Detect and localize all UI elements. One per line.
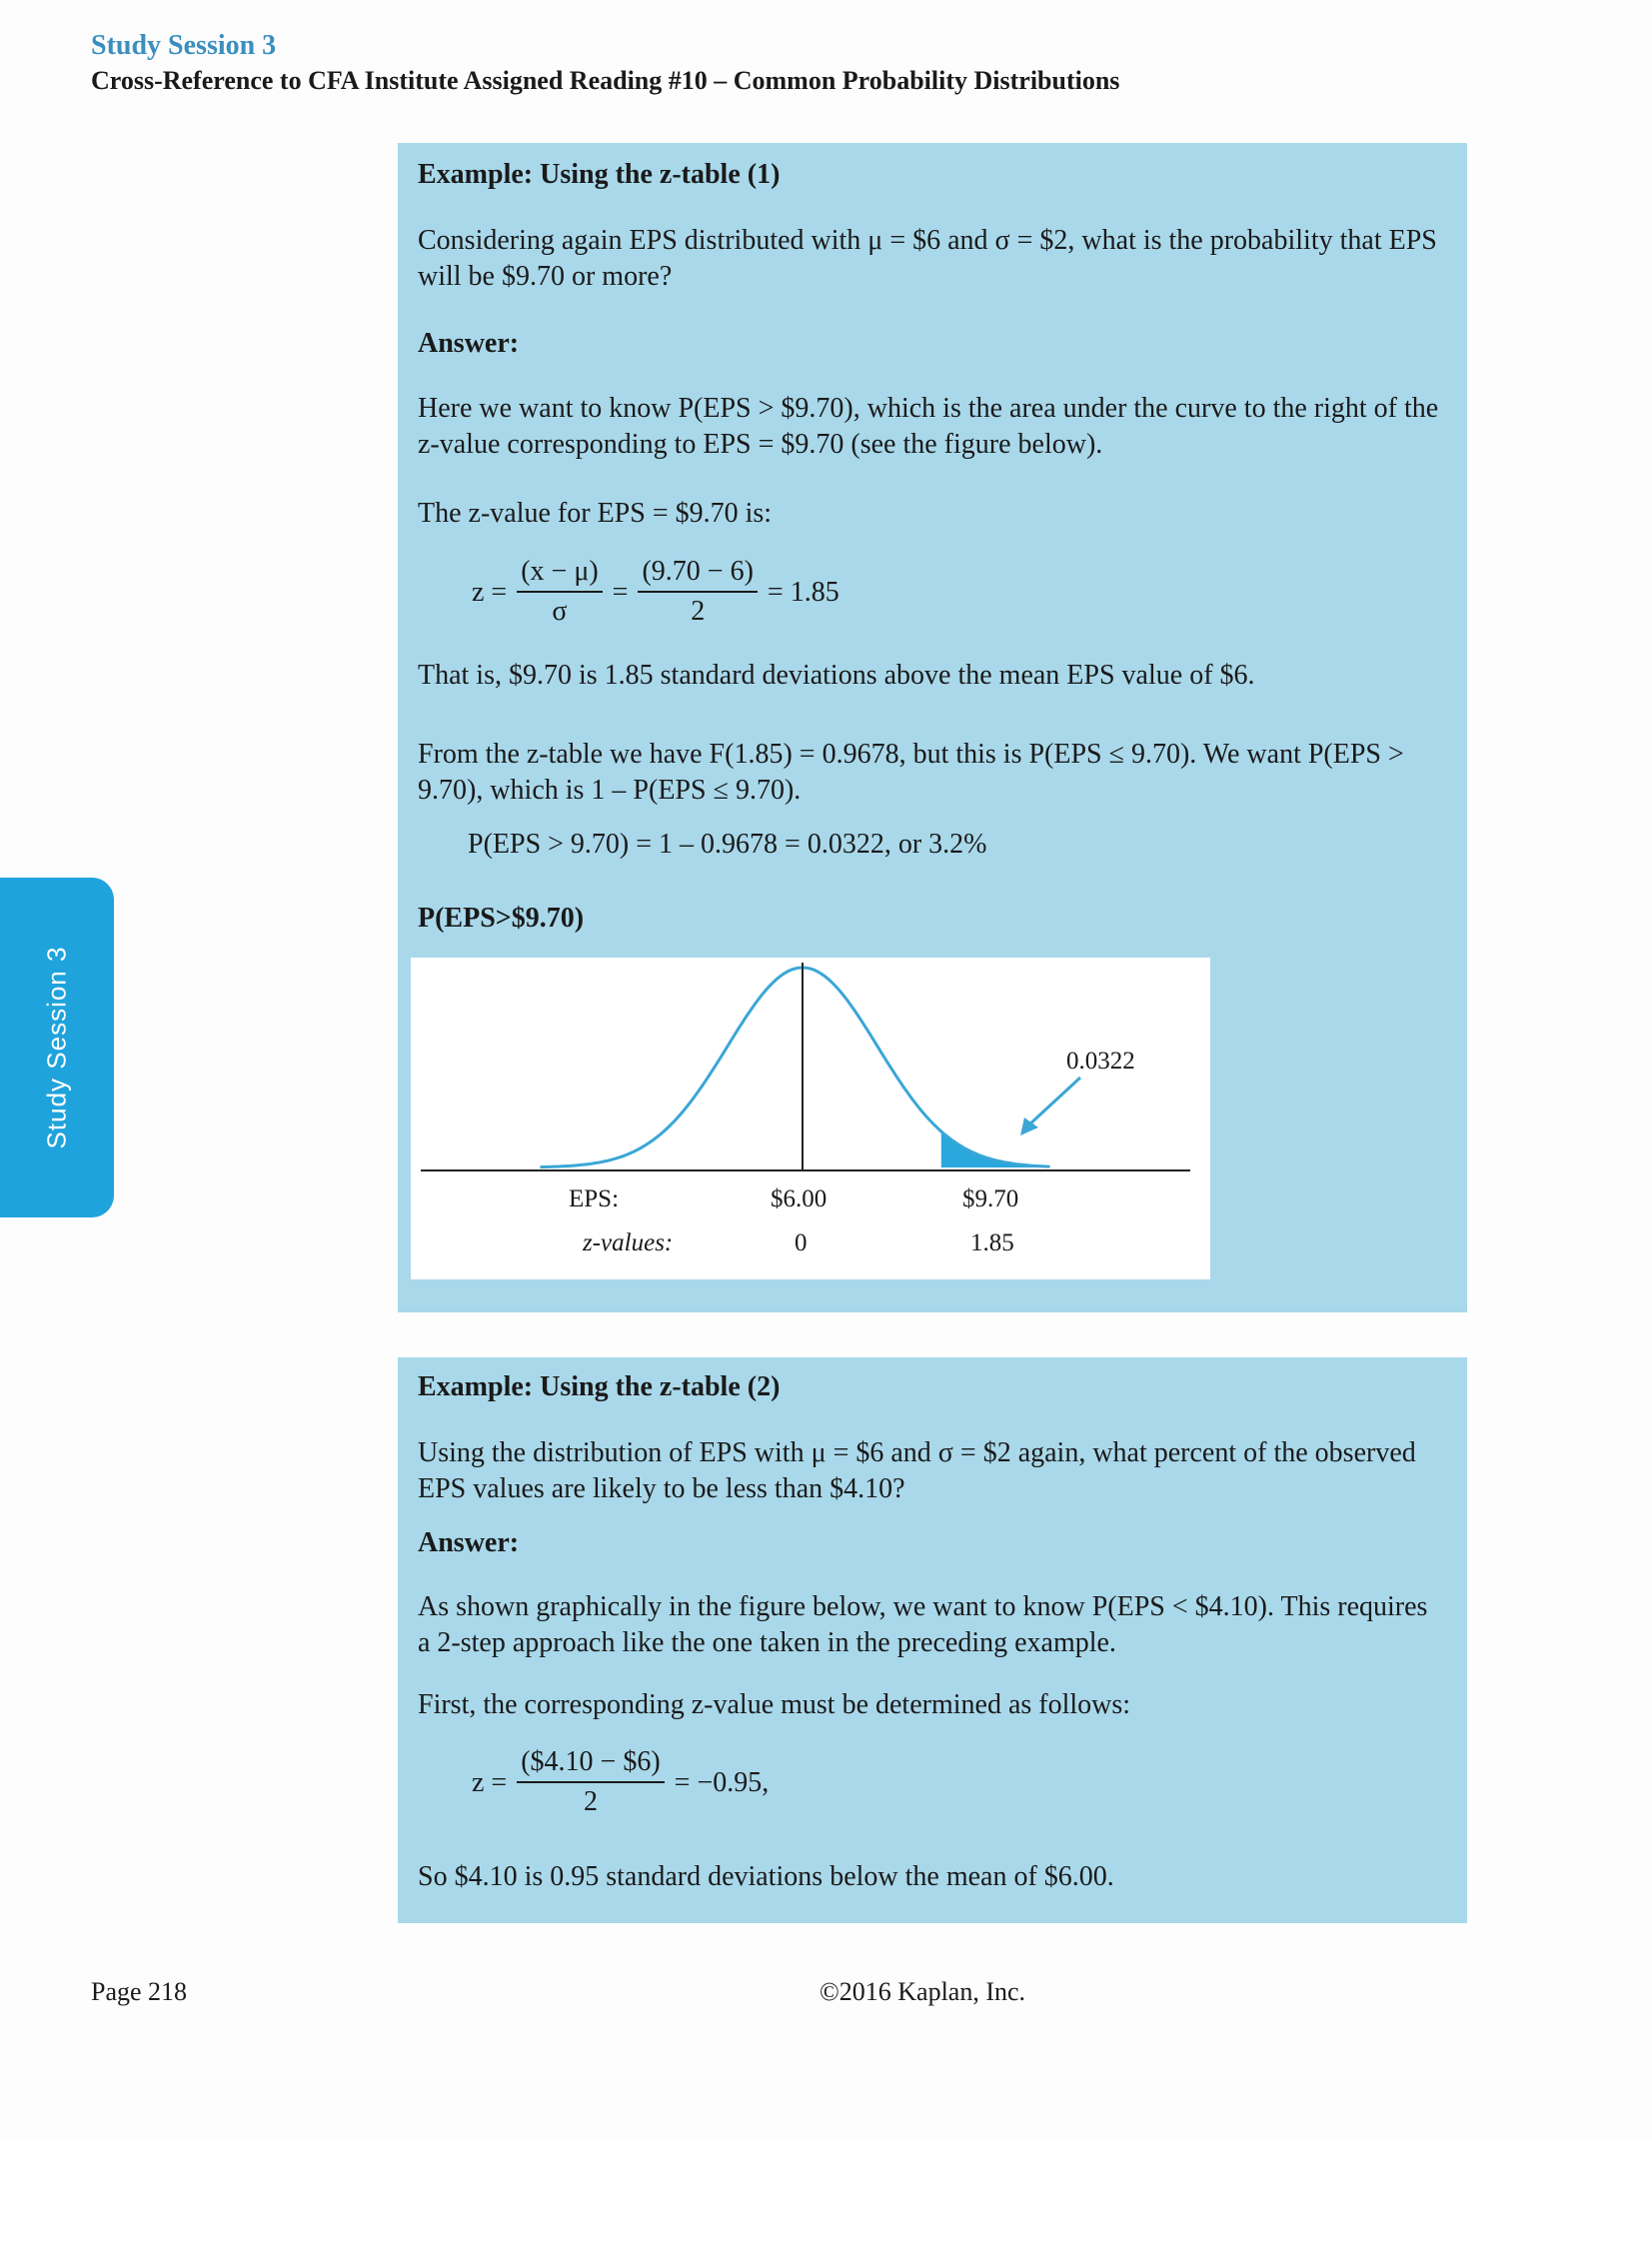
eq1-fraction-2 <box>638 555 757 631</box>
z-equation-2 <box>468 1745 773 1821</box>
z-equation-1 <box>468 555 843 631</box>
eq2-fraction <box>517 1745 664 1821</box>
reading-reference: Cross-Reference to CFA Institute Assigned Reading #10 – Common Probability Distributions <box>91 66 1120 95</box>
figure-title: P(EPS>$9.70) <box>418 903 585 934</box>
copyright: ©2016 Kaplan, Inc. <box>820 1977 1026 2006</box>
normal-curve <box>541 968 1050 1167</box>
example-1-answer-label: Answer: <box>418 328 520 359</box>
mean-z-label: 0 <box>795 1229 808 1256</box>
example-2-para-3: So $4.10 is 0.95 standard deviations below the mean of $6.00. <box>418 1861 1114 1892</box>
example-1-question: Considering again EPS distributed with μ = $6 and σ = $2, what is the probability that EPS will be $9.70 or more? <box>418 225 1437 292</box>
cutoff-eps-label: $9.70 <box>962 1185 1019 1212</box>
example-1-para-3: That is, $9.70 is 1.85 standard deviations above the mean EPS value of $6. <box>418 660 1255 691</box>
example-2-box <box>398 1357 1467 1923</box>
eq2-result: = −0.95, <box>674 1767 770 1798</box>
normal-curve-svg <box>411 958 1210 1279</box>
normal-distribution-figure <box>411 958 1210 1279</box>
right-tail-shaded-area <box>941 1132 1050 1167</box>
example-2-answer-label: Answer: <box>418 1527 520 1558</box>
mean-eps-label: $6.00 <box>771 1185 827 1212</box>
eq1-fraction-1 <box>517 555 602 631</box>
tail-area-label: 0.0322 <box>1066 1048 1135 1075</box>
example-2-title: Example: Using the z-table (2) <box>418 1371 781 1402</box>
eq1-f2-numerator: (9.70 − 6) <box>638 555 757 593</box>
example-1-para-2: The z-value for EPS = $9.70 is: <box>418 498 773 529</box>
z-values-row-label: z-values: <box>583 1229 674 1256</box>
eq1-f2-denominator: 2 <box>691 596 706 627</box>
eq2-denominator: 2 <box>583 1786 598 1817</box>
eq1-f1-denominator: σ <box>552 596 568 627</box>
study-session-tab <box>0 878 114 1217</box>
page-number: Page 218 <box>91 1977 188 2006</box>
area-pointer-arrow-line <box>1028 1078 1080 1126</box>
eq1-equals: = <box>612 577 629 608</box>
example-1-para-1: Here we want to know P(EPS > $9.70), which is the area under the curve to the right of the z-value corresponding to EPS = $9.70 (see the figure below). <box>418 393 1439 460</box>
example-2-question: Using the distribution of EPS with μ = $6 and σ = $2 again, what percent of the observed EPS values are likely to be less than $4.10? <box>418 1437 1416 1504</box>
eq1-lhs: z = <box>472 577 508 608</box>
example-1-box <box>398 143 1467 1312</box>
eq1-f1-numerator: (x − μ) <box>517 555 602 593</box>
example-1-para-5: P(EPS > 9.70) = 1 – 0.9678 = 0.0322, or 3.2% <box>468 829 987 860</box>
session-title: Study Session 3 <box>91 30 277 61</box>
example-1-title: Example: Using the z-table (1) <box>418 159 781 190</box>
eq1-result: = 1.85 <box>767 577 839 608</box>
cutoff-z-label: 1.85 <box>970 1229 1014 1256</box>
side-tab-label: Study Session 3 <box>41 946 72 1149</box>
example-1-para-4: From the z-table we have F(1.85) = 0.9678, but this is P(EPS ≤ 9.70). We want P(EPS > 9.70), which is 1 – P(EPS ≤ 9.70). <box>418 739 1404 806</box>
example-2-para-1: As shown graphically in the figure below, we want to know P(EPS < $4.10). This requires a 2-step approach like the one taken in the preceding example. <box>418 1591 1428 1658</box>
eq2-numerator: ($4.10 − $6) <box>517 1745 664 1783</box>
eps-row-label: EPS: <box>569 1185 620 1212</box>
eq2-lhs: z = <box>472 1767 508 1798</box>
example-2-para-2: First, the corresponding z-value must be determined as follows: <box>418 1689 1131 1720</box>
